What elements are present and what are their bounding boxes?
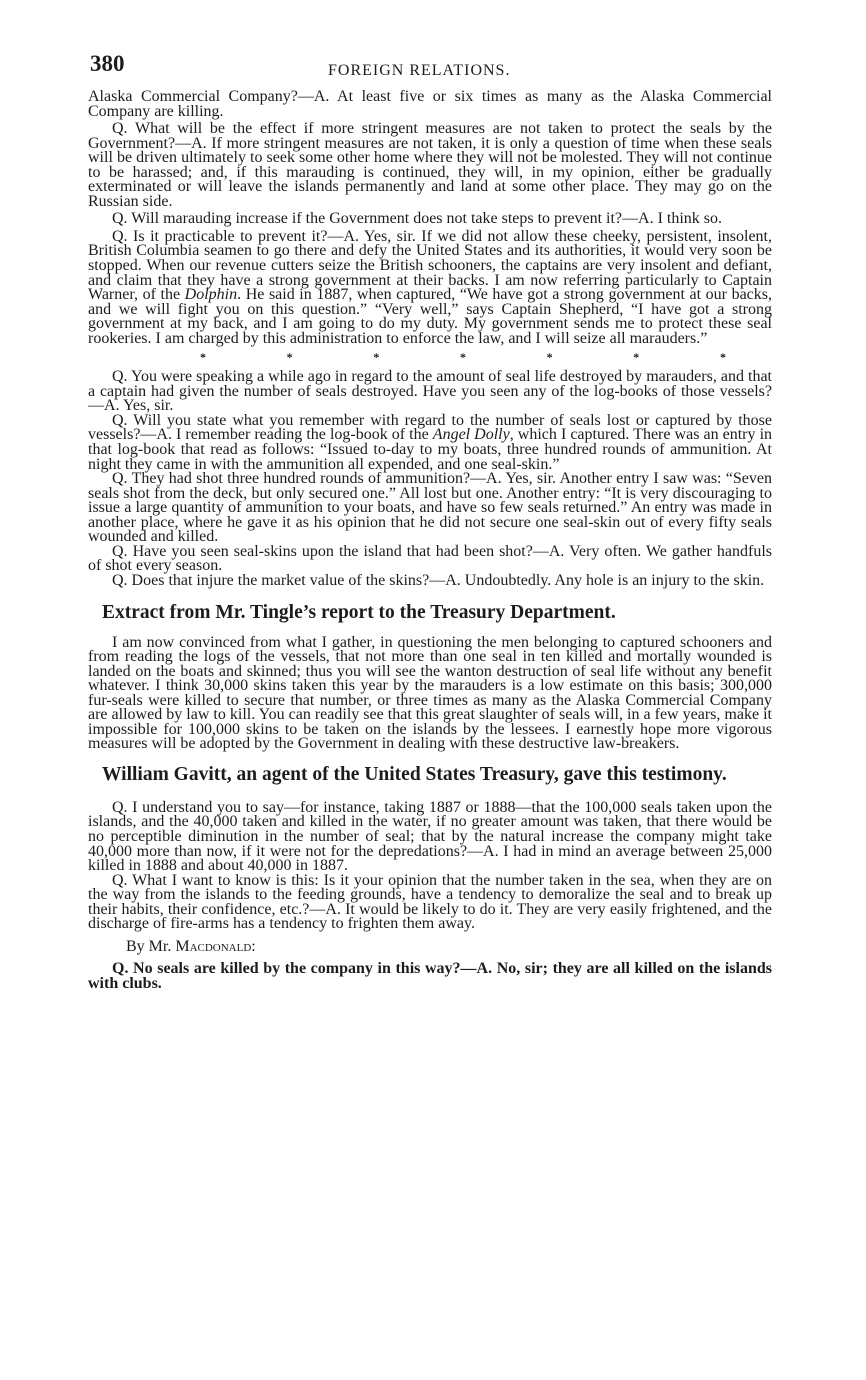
- ellipsis-star: *: [200, 350, 206, 365]
- vessel-name: Dolphin: [184, 286, 238, 304]
- gavitt-testimony-section: [88, 765, 772, 992]
- ellipsis-star: *: [633, 350, 640, 365]
- paragraph: Q. Have you seen seal-skins upon the island that had been shot?—A. Very often. We gather handfuls of shot every season.: [88, 542, 772, 575]
- paragraph: Q. What will be the effect if more stringent measures are not taken to protect the seals by the Government?—A. If more stringent measures are not taken, it is only a question of time when these seals will be driven ultimately to seek some other home where they will not be molested. They will not continue to be harassed; and, if this marauding is continued, they will, in my opinion, either be gradually exterminated or will leave the islands permanently and land at some other place. They may go on the Russian side.: [88, 120, 772, 210]
- paragraph: [88, 227, 772, 347]
- paragraph: [88, 411, 773, 473]
- page-header: [88, 50, 772, 90]
- page-number: 380: [90, 51, 125, 76]
- ellipsis-star: *: [719, 350, 726, 365]
- ellipsis-star: *: [373, 350, 380, 365]
- paragraph: Q. They had shot three hundred rounds of ammunition?—A. Yes, sir. Another entry I saw was: “Seven seals shot from the deck, but only secured one.” All lost but one. Another entry: “It is very discouraging to issue a large quantity of ammunition to your boats, and have so few seals returned.” An entry was made in another place, where he gave it as his opinion that he did not secure one seal-skin out of every fifty seals wounded and killed.: [88, 470, 772, 546]
- tingle-report-section: [88, 603, 772, 752]
- paragraph-text: Q. Will you state what you remember with regard to the number of seals lost or captured by those vessels?—A. I remember reading the log-book of the: [88, 411, 772, 444]
- examiner-name: Macdonald: [175, 937, 252, 955]
- document-page: [88, 50, 772, 991]
- paragraph: Alaska Commercial Company?—A. At least five or six times as many as the Alaska Commercial Company are killing.: [88, 88, 772, 120]
- paragraph: Q. I understand you to say—for instance, taking 1887 or 1888—that the 100,000 seals taken upon the islands, and the 40,000 taken and killed in the water, if no greater amount was taken, that there would be no perceptible diminution in the number of seal; that by the natural increase the company might take 40,000 more than now, if it were not for the depredations?—A. I had in mind an average between 25,000 killed in 1888 and about 40,000 in 1887.: [88, 798, 772, 875]
- paragraph-text: Q. Is it practicable to prevent it?—A. Yes, sir. If we did not allow these cheeky, persistent, insolent, British Columbia seamen to go there and defy the United States and its authorities, it would very soon be stopped. When our revenue cutters seize the British schooners, the captains are very insolent and defiant, and claim that they have a strong government at their backs. I am now referring particularly to Captain Warner, of the: [88, 227, 772, 304]
- paragraph: I am now convinced from what I gather, in questioning the men belonging to captured schooners and from reading the logs of the vessels, that not more than one seal in ten killed and mortally wounded is landed on the boats and skinned; thus you will see the wanton destruction of seal life without any benefit whatever. I think 30,000 skins taken this year by the marauders is a low estimate on this basis; 300,000 fur-seals were killed to secure that number, or three times as many as the Alaska Commercial Company are allowed by law to kill. You can readily see that this great slaughter of seals will, in a few years, make it impossible for 100,000 skins to be taken on the islands by the lessees. I earnestly hope more vigorous measures will be adopted by the Government in dealing with these destructive law-breakers.: [88, 633, 772, 753]
- paragraph: Q. You were speaking a while ago in regard to the amount of seal life destroyed by marauders, and that a captain had given the number of seals destroyed. Have you seen any of the log-books of those vessels?—A. Yes, sir.: [88, 368, 772, 415]
- testimony-continued-section: [88, 90, 772, 589]
- ellipsis-star: *: [286, 350, 293, 365]
- section-heading: Extract from Mr. Tingle’s report to the Treasury Department.: [102, 601, 616, 623]
- section-heading: William Gavitt, an agent of the United States Treasury, gave this testimony.: [102, 763, 727, 785]
- paragraph: Q. Will marauding increase if the Government does not take steps to prevent it?—A. I think so.: [112, 210, 723, 228]
- paragraph: Q. What I want to know is this: Is it your opinion that the number taken in the sea, when they are on the way from the islands to the feeding grounds, have a tendency to demoralize the seal and to break up their habits, their confidence, etc.?—A. It would be likely to do it. They are very easily frightened, and the discharge of fire-arms has a tendency to frighten them away.: [88, 871, 772, 933]
- byline-prefix: By Mr.: [126, 937, 176, 955]
- ellipsis-star: *: [459, 350, 466, 365]
- paragraph-text: . He said in 1887, when captured, “We have got a strong government at our backs, and we will fight you on this question.” “Very well,” says Captain Shepherd, “I have got a strong government at my back, and I am going to do my duty. My government sends me to protect these seal rookeries. I am charged by this administration to enforce the law, and I will seize all marauders.”: [88, 286, 772, 347]
- paragraph-text: , which I captured. There was an entry in that log-book that read as follows: “Issued to-day to my boats, three hundred rounds of ammunition. At night they came in with the ammunition all expended, and one seal-skin.”: [88, 426, 773, 473]
- paragraph: Q. Does that injure the market value of the skins?—A. Undoubtedly. Any hole is an injury to the skin.: [112, 571, 765, 589]
- ellipsis-star: *: [546, 350, 553, 365]
- ellipsis-stars: [88, 346, 772, 370]
- vessel-name: Angel Dolly: [432, 426, 510, 444]
- examiner-byline: [126, 937, 772, 955]
- running-title: FOREIGN RELATIONS.: [328, 62, 511, 79]
- paragraph: Q. No seals are killed by the company in this way?—A. No, sir; they are all killed on the islands with clubs.: [88, 960, 772, 992]
- byline-suffix: :: [251, 937, 256, 955]
